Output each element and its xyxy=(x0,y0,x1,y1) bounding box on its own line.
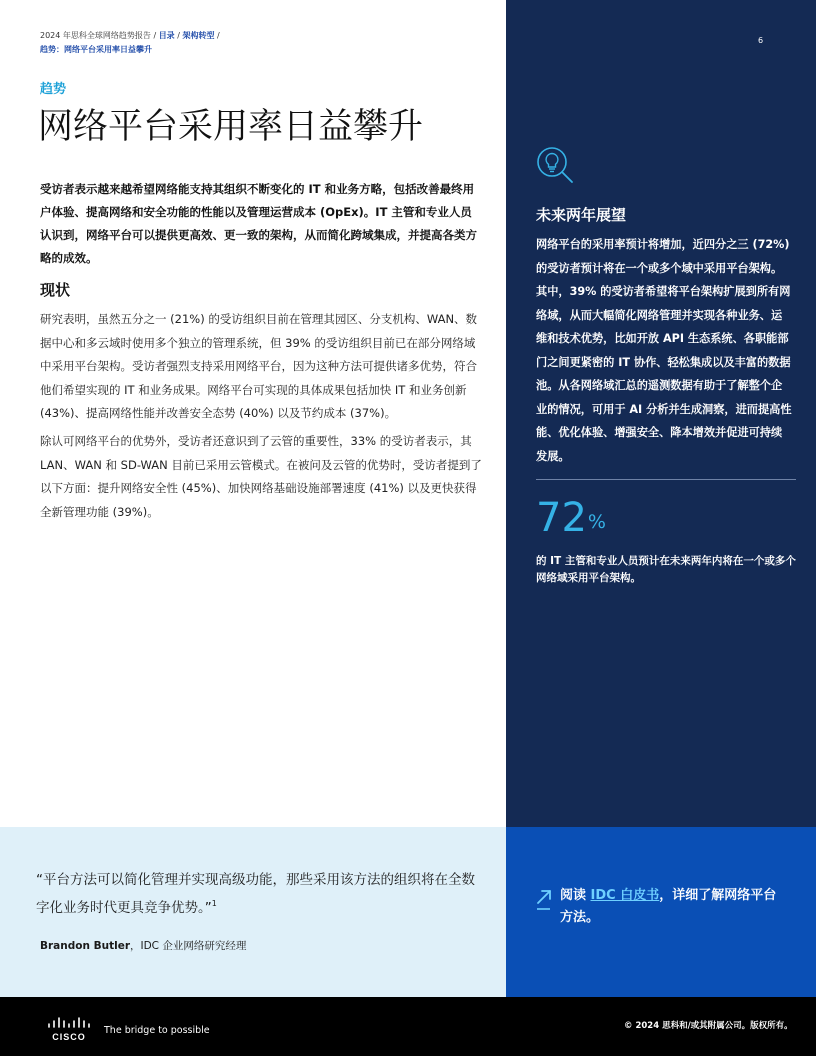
main-column xyxy=(0,0,506,827)
pull-quote xyxy=(36,866,488,922)
quote-attribution xyxy=(40,938,246,953)
logo-wordmark: CISCO xyxy=(52,1032,86,1042)
body-paragraph: 研究表明，虽然五分之一 (21%) 的受访组织目前在管理其园区、分支机构、WAN、数据中心和多云域时使用多个独立的管理系统，但 39% 的受访组织目前已在部分网络域中采用平台架构。受访者强烈支持采用网络平台，因为这种方法可提供诸多优势，符合他们希望实现的 IT 和业务成果。网络平台可实现的具体成果包括加快 IT 和业务创新 (43%)、提高网络性能并改善安全态势 (40%) 以及节约成本 (37%)。 xyxy=(40,312,478,420)
page-number: 6 xyxy=(758,36,764,45)
cisco-logo[interactable] xyxy=(45,1014,95,1042)
stat-caption: 的 IT 主管和专业人员预计在未来两年内将在一个或多个网络域采用平台架构。 xyxy=(536,555,796,584)
cta-text xyxy=(560,885,780,929)
stat-unit: % xyxy=(587,511,606,533)
breadcrumb xyxy=(40,29,220,57)
breadcrumb-link-toc[interactable]: 目录 xyxy=(158,31,175,40)
quote-footnote[interactable]: 1 xyxy=(211,899,217,908)
quote-author-title: ，IDC 企业网络研究经理 xyxy=(130,940,247,952)
footer-copyright: © 2024 思科和/或其附属公司。版权所有。 xyxy=(624,1021,793,1031)
breadcrumb-separator: / xyxy=(174,31,183,40)
page-title: 网络平台采用率日益攀升 xyxy=(38,107,424,147)
lightbulb-search-icon xyxy=(536,146,574,184)
idc-whitepaper-link[interactable]: IDC 白皮书 xyxy=(590,888,660,903)
stat-number: 72 xyxy=(536,495,587,541)
quote-author-name: Brandon Butler xyxy=(40,940,130,952)
stat-value xyxy=(536,494,606,542)
quote-text: “平台方法可以简化管理并实现高级功能，那些采用该方法的组织将在全数字化业务时代更具竞争优势。” xyxy=(36,872,475,916)
breadcrumb-separator: / xyxy=(214,31,220,40)
sidebar-heading: 未来两年展望 xyxy=(536,206,627,224)
section-eyebrow: 趋势 xyxy=(40,82,67,97)
sidebar-divider xyxy=(536,479,796,480)
cta-prefix: 阅读 xyxy=(560,888,591,903)
arrow-up-right-icon[interactable] xyxy=(536,889,552,911)
breadcrumb-link-architecture[interactable]: 架构转型 xyxy=(182,31,215,40)
footer-tagline: The bridge to possible xyxy=(104,1025,210,1036)
intro-paragraph: 受访者表示越来越希望网络能支持其组织不断变化的 IT 和业务方略，包括改善最终用户体验、提高网络和安全功能的性能以及管理运营成本 (OpEx)。IT 主管和专业人员认识到，网络平台可以提供更高效、更一致的架构，从而简化跨域集成，并提高各类方略的成效。 xyxy=(40,182,477,265)
breadcrumb-current: 趋势：网络平台采用率日益攀升 xyxy=(40,45,152,54)
sidebar-body: 网络平台的采用率预计将增加，近四分之三 (72%) 的受访者预计将在一个或多个域中采用平台架构。其中，39% 的受访者希望将平台架构扩展到所有网络域，从而大幅简化网络管理并实现各种业务、运维和技术优势，比如开放 API 生态系统、各职能部门之间更紧密的 IT 协作、轻松集成以及丰富的数据池。从各网络域汇总的遥测数据有助于了解整个企业的情况，可用于 AI 分析并生成洞察，进而提高性能、优化体验、增强安全、降本增效并促进可持续发展。 xyxy=(536,238,792,463)
breadcrumb-report: 2024 年思科全球网络趋势报告 / xyxy=(40,31,159,40)
section-heading: 现状 xyxy=(40,281,71,299)
cta-suffix: ，详细了解网络平台方法。 xyxy=(560,888,777,925)
body-paragraph: 除认可网络平台的优势外，受访者还意识到了云管的重要性，33% 的受访者表示，其 LAN、WAN 和 SD-WAN 目前已采用云管模式。在被问及云管的优势时，受访者提到了以下方面：提升网络安全性 (45%)、加快网络基础设施部署速度 (41%) 以及更快获得全新管理功能 (39%)。 xyxy=(40,434,482,519)
